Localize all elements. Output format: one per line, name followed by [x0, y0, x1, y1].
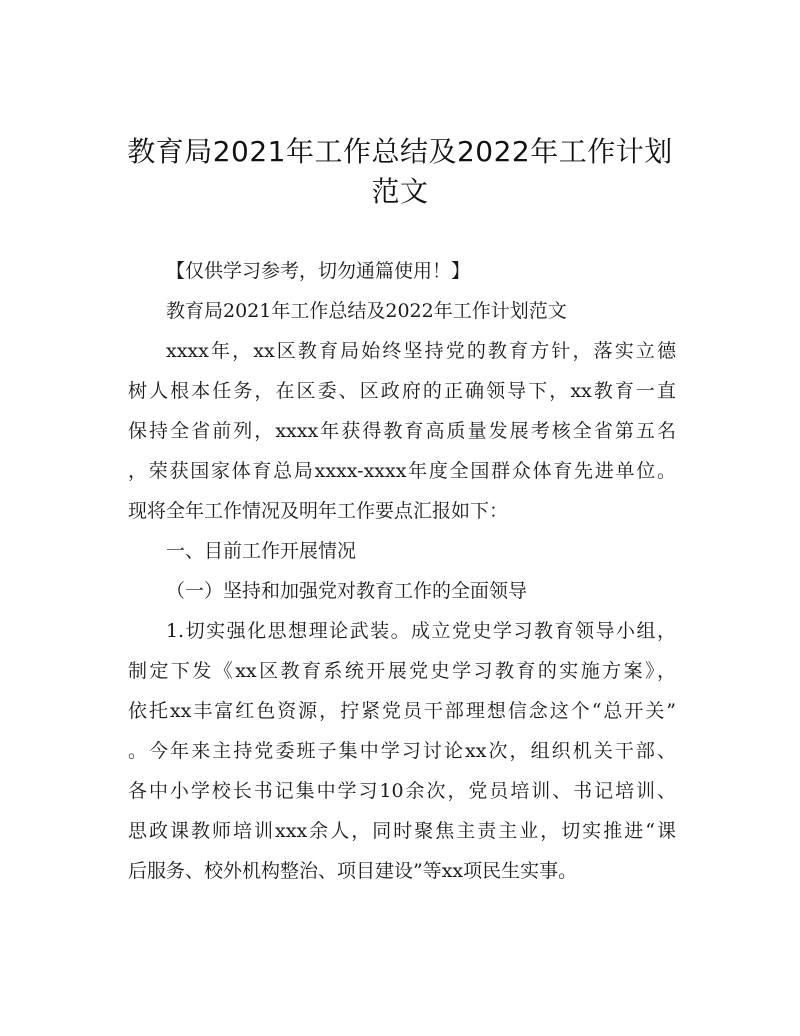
- paragraph-line: 。今年来主持党委班子集中学习讨论xx次，组织机关干部、: [128, 740, 676, 762]
- paragraph-line: 保持全省前列，xxxx年获得教育高质量发展考核全省第五名: [128, 420, 676, 442]
- paragraph-line: 制定下发《xx区教育系统开展党史学习教育的实施方案》，: [128, 660, 676, 682]
- paragraph-line: 树人根本任务，在区委、区政府的正确领导下，xx教育一直: [128, 380, 676, 402]
- disclaimer-line: 【仅供学习参考，切勿通篇使用！】: [166, 260, 471, 282]
- paragraph-line: 各中小学校长书记集中学习10余次，党员培训、书记培训、: [128, 780, 676, 802]
- document-title: [100, 132, 700, 212]
- paragraph-line: 1.切实强化思想理论武装。成立党史学习教育领导小组，: [166, 620, 676, 642]
- paragraph-line: ，荣获国家体育总局xxxx-xxxx年度全国群众体育先进单位。: [128, 460, 676, 482]
- paragraph-line: 后服务、校外机构整治、项目建设”等xx项民生实事。: [128, 860, 578, 882]
- subsection-heading: （一）坚持和加强党对教育工作的全面领导: [166, 580, 528, 602]
- section-heading: 一、目前工作开展情况: [166, 540, 357, 562]
- subtitle-line: 教育局2021年工作总结及2022年工作计划范文: [166, 300, 567, 322]
- paragraph-line: 现将全年工作情况及明年工作要点汇报如下：: [128, 500, 509, 522]
- title-line-2: 范文: [371, 175, 429, 208]
- document-body: [128, 251, 676, 891]
- title-line-1: 教育局2021年工作总结及2022年工作计划: [127, 135, 673, 168]
- paragraph-line: xxxx年，xx区教育局始终坚持党的教育方针，落实立德: [166, 340, 676, 362]
- paragraph-line: 思政课教师培训xxx余人，同时聚焦主责主业，切实推进“课: [128, 820, 676, 842]
- paragraph-line: 依托xx丰富红色资源，拧紧党员干部理想信念这个“总开关”: [128, 700, 676, 722]
